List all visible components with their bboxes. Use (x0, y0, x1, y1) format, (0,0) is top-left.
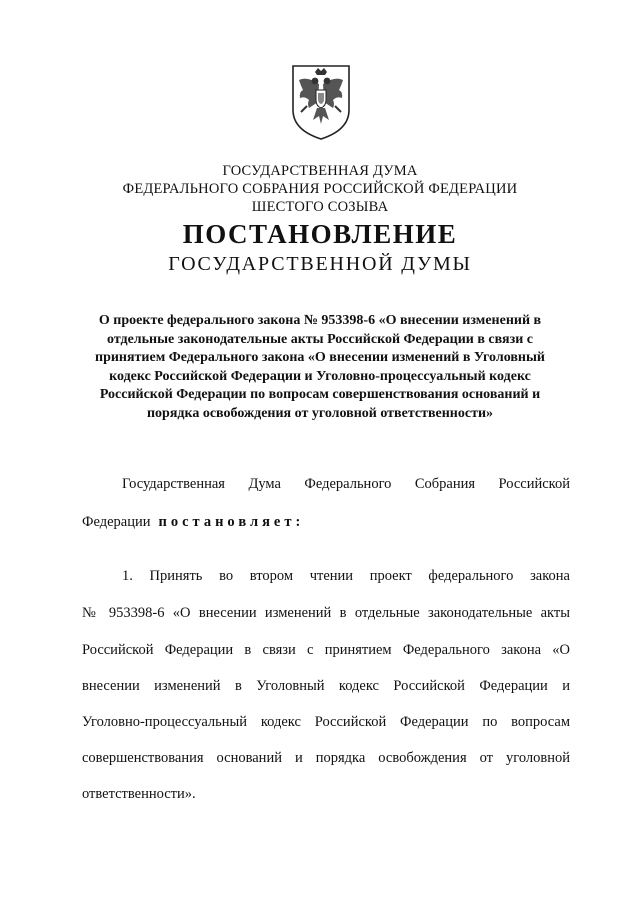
subject-line: кодекс Российской Федерации и Уголовно-процессуальный кодекс (109, 368, 531, 384)
org-line-1: ГОСУДАРСТВЕННАЯ ДУМА (222, 163, 418, 179)
item1-line: совершенствования оснований и порядка освобождения от уголовной (82, 750, 570, 766)
item1-line: 1. Принять во втором чтении проект федерального закона (122, 568, 570, 584)
subject-line: О проекте федерального закона № 953398-6 «О внесении изменений в (98, 313, 542, 328)
preamble-line-1: Государственная Дума Федерального Собрания Российской (122, 476, 570, 492)
item1-line: № 953398-6 «О внесении изменений в отдельные законодательные акты (82, 605, 570, 621)
org-line-2: ФЕДЕРАЛЬНОГО СОБРАНИЯ РОССИЙСКОЙ ФЕДЕРАЦИИ (122, 181, 518, 197)
item1-line: внесении изменений в Уголовный кодекс Российской Федерации и (82, 678, 570, 694)
preamble-line-2 (82, 512, 570, 532)
item1-line: ответственности». (82, 786, 196, 802)
item1-line: Российской Федерации в связи с принятием Федерального закона «О (82, 642, 570, 658)
document-title: ПОСТАНОВЛЕНИЕ (182, 219, 458, 249)
document-subtitle: ГОСУДАРСТВЕННОЙ ДУМЫ (168, 253, 472, 275)
org-line-3: ШЕСТОГО СОЗЫВА (251, 199, 389, 215)
russian-coat-of-arms-icon (287, 62, 355, 142)
subject-line: отдельные законодательные акты Российской Федерации в связи с (107, 331, 533, 347)
item1-line: Уголовно-процессуальный кодекс Российской Федерации по вопросам (82, 714, 570, 730)
preamble-text: Федерации (82, 514, 151, 530)
subject-line: Российской Федерации по вопросам совершенствования оснований и (99, 387, 541, 402)
subject-line: принятием Федерального закона «О внесении изменений в Уголовный (95, 350, 545, 365)
decree-verb: постановляет: (158, 514, 305, 530)
subject-block (0, 312, 640, 423)
subject-line: порядка освобождения от уголовной ответственности» (146, 405, 494, 421)
